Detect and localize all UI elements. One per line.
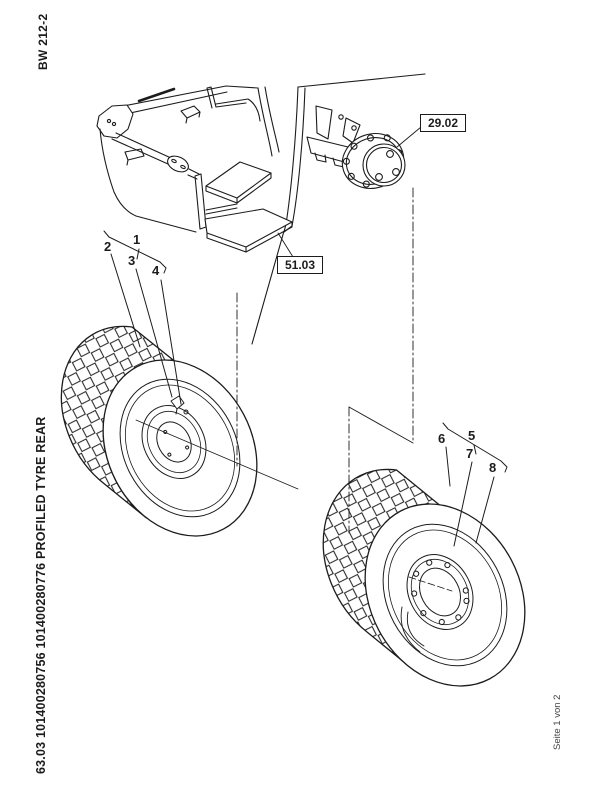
part-number-5: 5 bbox=[468, 428, 476, 443]
part-number-4: 4 bbox=[152, 263, 160, 278]
wheel-hub-drawing bbox=[307, 106, 411, 196]
part-number-6: 6 bbox=[438, 431, 446, 446]
callout-leader-29-02 bbox=[397, 127, 421, 147]
part-number-1: 1 bbox=[133, 232, 141, 247]
part-number-7: 7 bbox=[466, 446, 474, 461]
hub-section-callout[interactable]: 29.02 bbox=[420, 114, 466, 132]
tyre-rear-drawing bbox=[323, 469, 556, 714]
page-indicator: Seite 1 von 2 bbox=[552, 694, 563, 750]
part-number-2: 2 bbox=[104, 239, 112, 254]
page-model-code: BW 212-2 bbox=[36, 13, 50, 70]
part-number-3: 3 bbox=[128, 253, 136, 268]
frame-section-callout[interactable]: 51.03 bbox=[277, 256, 323, 274]
part-number-8: 8 bbox=[489, 460, 497, 475]
page-section-title: 63.03 101400280756 101400280776 PROFILED TYRE REAR bbox=[34, 416, 48, 774]
tyre-front-drawing bbox=[61, 326, 298, 563]
